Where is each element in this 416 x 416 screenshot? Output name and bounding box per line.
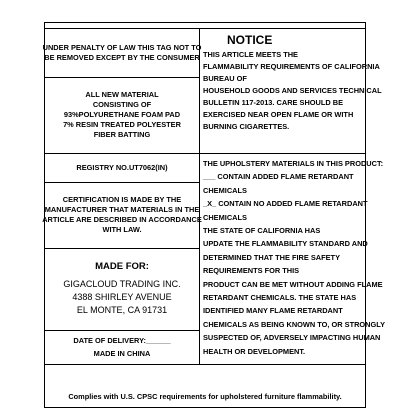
notice-line-7: BURNING CIGARETTES. (203, 122, 290, 131)
certification-line-4: WITH LAW. (102, 224, 142, 234)
upholstery-line-3: CHEMICALS (203, 185, 247, 195)
material-line-5: FIBER BATTING (93, 129, 151, 139)
certification-line-2: MANUFACTURER THAT MATERIALS IN THE (44, 205, 200, 215)
material-line-3: 93%POLYURETHANE FOAM PAD (63, 110, 181, 119)
made-for-line-2: 4388 SHIRLEY AVENUE (72, 292, 172, 303)
notice-line-3: BUREAU OF (203, 74, 247, 83)
right-divider-1 (199, 153, 365, 154)
material-cell (45, 77, 199, 153)
upholstery-line-14: SUSPECTED OF, ADVERSELY IMPACTING HUMAN (203, 333, 381, 343)
registry-cell (45, 153, 199, 182)
notice-text (203, 49, 382, 133)
penalty-cell (42, 28, 202, 77)
notice-line-1: THIS ARTICLE MEETS THE (203, 50, 298, 59)
upholstery-text (203, 157, 385, 358)
material-line-2: CONSISTING OF (92, 100, 152, 110)
upholstery-line-1: THE UPHOLSTERY MATERIALS IN THIS PRODUCT: (203, 159, 384, 168)
upholstery-line-10: PRODUCT CAN BE MET WITHOUT ADDING FLAME (203, 279, 383, 289)
registry-number: REGISTRY NO.UT7062(IN) (76, 162, 168, 172)
certification-line-1: CERTIFICATION IS MADE BY THE (62, 195, 182, 205)
notice-line-4: HOUSEHOLD GOODS AND SERVICES TECHNICAL (203, 86, 382, 95)
made-for-heading: MADE FOR: (95, 260, 149, 272)
notice-line-6: EXERCISED NEAR OPEN FLAME OR WITH (203, 110, 354, 119)
made-for-cell (45, 248, 199, 330)
date-of-delivery: DATE OF DELIVERY:______ (73, 335, 171, 345)
upholstery-line-15: HEALTH OR DEVELOPMENT. (203, 346, 306, 356)
upholstery-line-2: ___ CONTAIN ADDED FLAME RETARDANT (203, 172, 354, 182)
upholstery-line-13: CHEMICALS AS BEING KNOWN TO, OR STRONGLY (203, 319, 386, 329)
cpsc-compliance: Complies with U.S. CPSC requirements for upholstered furniture flammability. (68, 391, 342, 401)
penalty-line-1: UNDER PENALTY OF LAW THIS TAG NOT TO (42, 42, 202, 52)
material-line-1: ALL NEW MATERIAL (85, 90, 159, 100)
delivery-cell (45, 330, 199, 364)
penalty-line-2: BE REMOVED EXCEPT BY THE CONSUMER (44, 52, 200, 62)
made-in: MADE IN CHINA (93, 348, 151, 358)
footer-divider (45, 364, 365, 365)
notice-line-2: FLAMMABILITY REQUIREMENTS OF CALIFORNIA (203, 62, 380, 71)
upholstery-line-7: UPDATE THE FLAMMABILITY STANDARD AND (203, 239, 368, 249)
law-tag (42, 22, 386, 408)
upholstery-line-6: THE STATE OF CALIFORNIA HAS (203, 226, 321, 236)
certification-cell (42, 182, 202, 248)
notice-title: NOTICE (227, 33, 273, 47)
upholstery-line-9: REQUIREMENTS FOR THIS (203, 266, 300, 276)
material-line-4: 7% RESIN TREATED POLYESTER (63, 119, 181, 129)
certification-line-3: ARTICLE ARE DESCRIBED IN ACCORDANCE (42, 215, 202, 224)
center-divider (199, 28, 200, 364)
upholstery-line-5: CHEMICALS (203, 212, 247, 222)
notice-line-5: BULLETIN 117-2013. CARE SHOULD BE (203, 98, 344, 107)
made-for-line-3: EL MONTE, CA 91731 (76, 305, 168, 316)
upholstery-line-12: IDENTIFIED MANY FLAME RETARDANT (203, 306, 343, 316)
upholstery-line-11: RETARDANT CHEMICALS. THE STATE HAS (203, 293, 357, 303)
upholstery-line-4: _X_ CONTAIN NO ADDED FLAME RETARDANT (203, 199, 368, 209)
upholstery-line-8: DETERMINED THAT THE FIRE SAFETY (203, 252, 341, 262)
made-for-line-1: GIGACLOUD TRADING INC. (63, 279, 181, 290)
